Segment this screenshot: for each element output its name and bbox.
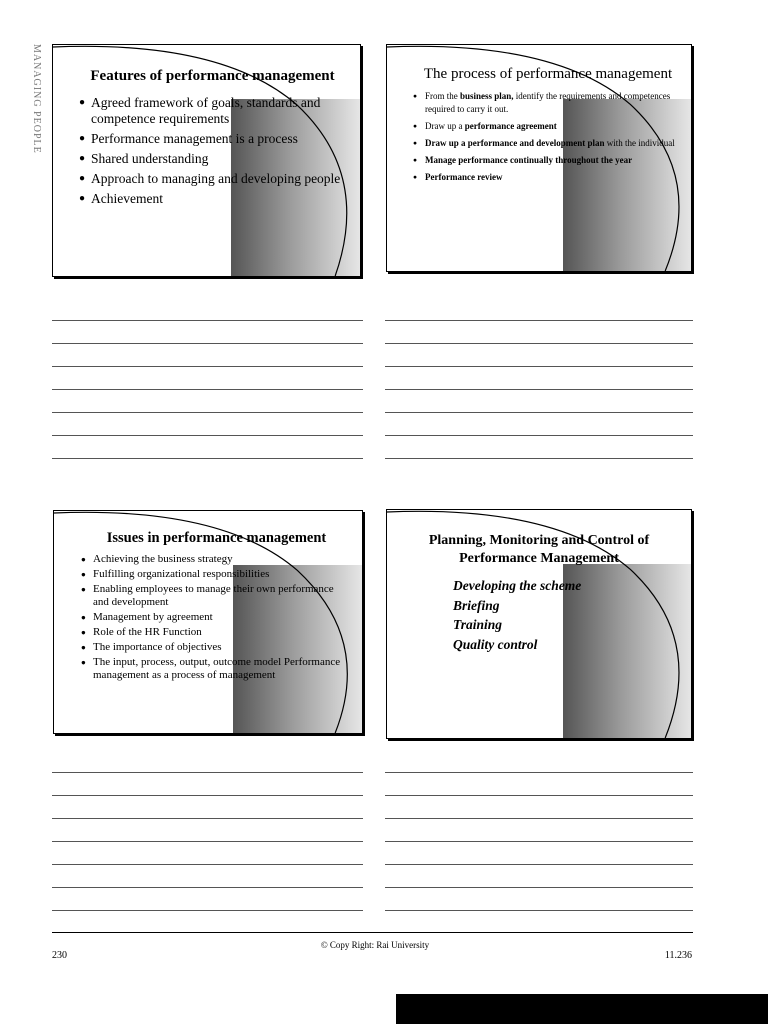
slide-process <box>386 44 692 272</box>
copyright-text: © Copy Right: Rai University <box>320 940 430 950</box>
slide-issues <box>53 510 363 734</box>
list-item: ● Draw up a performance agreement <box>413 120 683 133</box>
list-item: ● Achieving the business strategy <box>81 553 352 566</box>
item-list <box>393 576 685 654</box>
side-label: MANAGING PEOPLE <box>31 44 42 154</box>
slide-title: Planning, Monitoring and Control of Performance Management <box>428 533 650 566</box>
list-item: ● Role of the HR Function <box>81 626 352 639</box>
slide-title: Features of performance management <box>90 68 335 84</box>
list-item: Briefing <box>453 597 500 613</box>
footer-rule <box>52 932 693 933</box>
bullet-list <box>81 553 352 682</box>
notes-lines <box>52 772 363 933</box>
list-item: Quality control <box>453 636 538 652</box>
list-item: ● Manage performance continually throughout the year <box>413 154 683 167</box>
page-number-right: 11.236 <box>664 950 692 961</box>
list-item: ● Agreed framework of goals, standards and competence requirements <box>79 95 346 127</box>
list-item: ● The importance of objectives <box>81 641 352 654</box>
list-item: ● Approach to managing and developing people <box>79 171 346 187</box>
list-item: ● Fulfilling organizational responsibilities <box>81 568 352 581</box>
list-item: ● Achievement <box>79 191 346 207</box>
black-bar <box>396 994 768 1024</box>
list-item: ● Enabling employees to manage their own performance and development <box>81 583 352 609</box>
list-item: ● The input, process, output, outcome model Performance management as a process of management <box>81 656 352 682</box>
slide-features <box>52 44 361 277</box>
list-item: Developing the scheme <box>453 578 582 593</box>
bullet-list <box>79 95 346 207</box>
bullet-list <box>413 90 683 184</box>
slide-title: The process of performance management <box>423 66 673 82</box>
list-item: ● Management by agreement <box>81 611 352 624</box>
list-item: ● Performance management is a process <box>79 131 346 147</box>
list-item: ● From the business plan, identify the requirements and competences required to carry it out. <box>413 90 683 116</box>
slide-title: Issues in performance management <box>106 530 327 546</box>
page-number-left: 230 <box>52 950 67 961</box>
list-item: ● Performance review <box>413 171 683 184</box>
slide-planning <box>386 509 692 739</box>
notes-lines <box>385 320 693 481</box>
notes-lines <box>385 772 693 933</box>
list-item: ● Draw up a performance and development plan with the individual <box>413 137 683 150</box>
list-item: Training <box>453 617 503 632</box>
notes-lines <box>52 320 363 481</box>
list-item: ● Shared understanding <box>79 151 346 167</box>
